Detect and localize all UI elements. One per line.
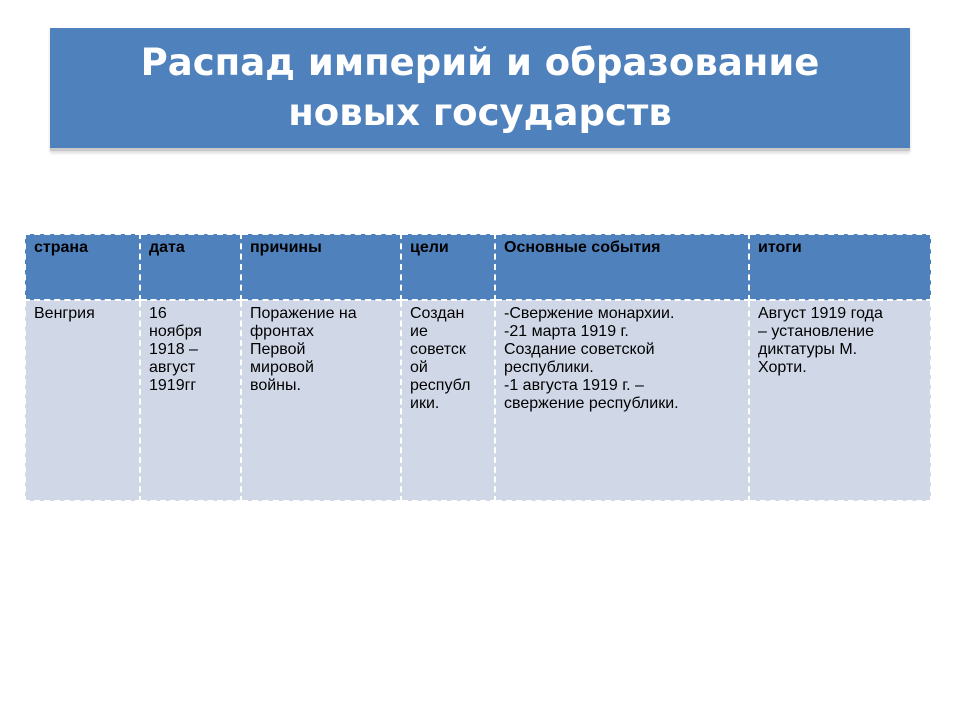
cell-date bbox=[140, 300, 241, 501]
header-results: итоги bbox=[749, 234, 931, 300]
cell-results bbox=[749, 300, 931, 501]
cell-results-line: Хорти. bbox=[758, 359, 807, 376]
cell-results-line: Август 1919 года bbox=[758, 305, 883, 322]
cell-causes-line: мировой bbox=[250, 359, 314, 376]
slide-title-banner bbox=[50, 28, 910, 151]
table-row bbox=[25, 300, 931, 501]
cell-goals-line: ой bbox=[410, 359, 428, 376]
cell-goals bbox=[401, 300, 495, 501]
cell-date-line: 1919гг bbox=[149, 377, 197, 394]
cell-causes-line: войны. bbox=[250, 377, 301, 394]
cell-goals-line: Создан bbox=[410, 305, 465, 322]
cell-causes bbox=[241, 300, 401, 501]
states-table bbox=[24, 233, 932, 502]
cell-date-line: 16 bbox=[149, 305, 167, 322]
cell-events-line: -Свержение монархии. bbox=[504, 305, 675, 322]
slide-title-line-1: Распад империй и образование bbox=[140, 41, 820, 84]
header-date: дата bbox=[140, 234, 241, 300]
cell-events-line: -21 марта 1919 г. bbox=[504, 323, 629, 340]
header-goals: цели bbox=[401, 234, 495, 300]
cell-causes-line: фронтах bbox=[250, 323, 314, 340]
cell-country: Венгрия bbox=[25, 300, 140, 501]
cell-date-line: август bbox=[149, 359, 196, 376]
cell-events-line: -1 августа 1919 г. – bbox=[504, 377, 644, 394]
cell-causes-line: Первой bbox=[250, 341, 306, 358]
cell-goals-line: республ bbox=[410, 377, 471, 394]
header-country: страна bbox=[25, 234, 140, 300]
table-header-row bbox=[25, 234, 931, 300]
header-causes: причины bbox=[241, 234, 401, 300]
cell-events bbox=[495, 300, 749, 501]
cell-goals-line: ики. bbox=[410, 395, 440, 412]
cell-events-line: республики. bbox=[504, 359, 594, 376]
cell-goals-line: советск bbox=[410, 341, 466, 358]
header-events: Основные события bbox=[495, 234, 749, 300]
cell-date-line: ноября bbox=[149, 323, 202, 340]
cell-results-line: – установление bbox=[758, 323, 874, 340]
slide-title-line-2: новых государств bbox=[288, 91, 672, 134]
cell-date-line: 1918 – bbox=[149, 341, 198, 358]
cell-goals-line: ие bbox=[410, 323, 428, 340]
cell-events-line: свержение республики. bbox=[504, 395, 679, 412]
cell-causes-line: Поражение на bbox=[250, 305, 357, 322]
cell-events-line: Создание советской bbox=[504, 341, 655, 358]
cell-results-line: диктатуры М. bbox=[758, 341, 858, 358]
